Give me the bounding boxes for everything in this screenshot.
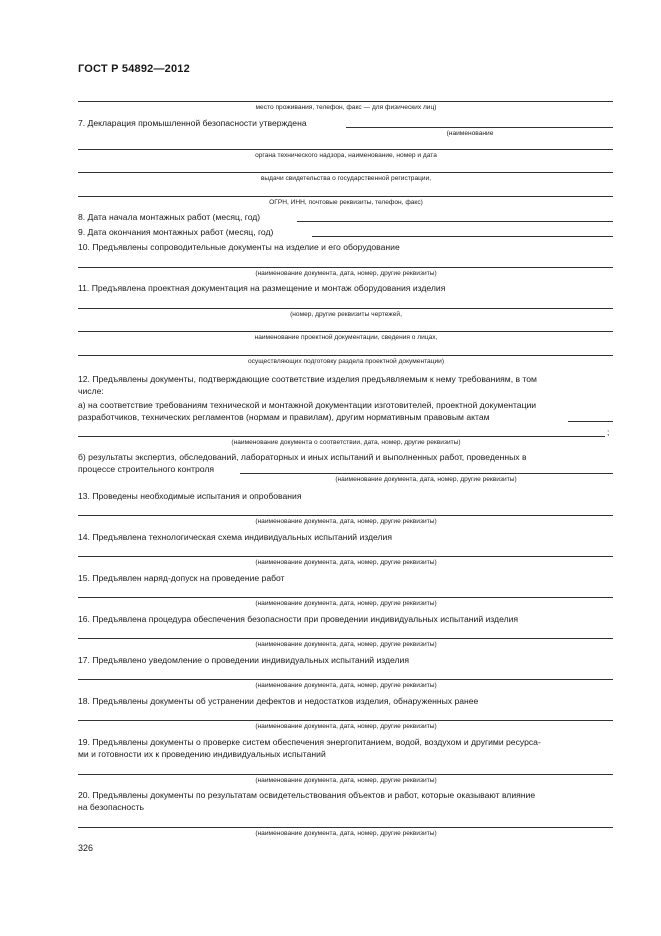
fill-line <box>78 436 605 437</box>
fill-line <box>78 774 613 775</box>
fill-line <box>240 473 613 474</box>
fill-line <box>312 236 613 237</box>
item-12-line1: 12. Предъявлены документы, подтверждающие соответствие изделия предъявляемым к нему требованиям, в том <box>78 374 537 384</box>
fill-line <box>78 331 613 332</box>
item-7: 7. Декларация промышленной безопасности утверждена <box>78 118 307 128</box>
fill-line <box>78 267 613 268</box>
fill-line <box>78 556 613 557</box>
item-12-line2: числе: <box>78 386 104 396</box>
item-17: 17. Предъявлено уведомление о проведении индивидуальных испытаний изделия <box>78 655 409 665</box>
fill-line <box>78 515 613 516</box>
fill-line <box>78 638 613 639</box>
field-caption: ОГРН, ИНН, почтовые реквизиты, телефон, факс) <box>269 199 423 206</box>
field-caption: место проживания, телефон, факс — для физических лиц) <box>255 104 437 111</box>
field-caption: (наименование документа, дата, номер, другие реквизиты) <box>335 476 517 483</box>
field-caption: осуществляющих подготовку раздела проектной документации) <box>247 358 445 365</box>
field-caption: (наименование документа, дата, номер, другие реквизиты) <box>255 723 437 730</box>
page-number: 326 <box>78 843 94 853</box>
field-caption: органа технического надзора, наименование, номер и дата <box>255 152 437 159</box>
fill-line <box>297 221 613 222</box>
document-header: ГОСТ Р 54892—2012 <box>78 63 190 75</box>
item-10: 10. Предъявлены сопроводительные документы на изделие и его оборудование <box>78 242 400 252</box>
field-caption: (наименование документа, дата, номер, другие реквизиты) <box>255 641 437 648</box>
item-8: 8. Дата начала монтажных работ (месяц, год) <box>78 212 261 222</box>
fill-line <box>78 827 613 828</box>
fill-line <box>78 679 613 680</box>
item-9: 9. Дата окончания монтажных работ (месяц, год) <box>78 227 274 237</box>
fill-line <box>78 172 613 173</box>
field-caption: (наименование документа, дата, номер, другие реквизиты) <box>255 600 437 607</box>
item-12a-line1: а) на соответствие требованиям технической и монтажной документации изготовителей, проектной документации <box>78 400 537 410</box>
field-caption: (наименование документа, дата, номер, другие реквизиты) <box>255 518 437 525</box>
item-20-line2: на безопасность <box>78 802 144 812</box>
item-19-line2: ми и готовности их к проведению индивидуальных испытаний <box>78 749 326 759</box>
fill-line <box>78 720 613 721</box>
item-19-line1: 19. Предъявлены документы о проверке систем обеспечения энергопитанием, водой, воздухом и другими ресурса- <box>78 737 541 747</box>
field-caption: (наименование документа о соответствии, дата, номер, другие реквизиты) <box>231 439 461 446</box>
item-11: 11. Предъявлена проектная документация на размещение и монтаж оборудования изделия <box>78 283 446 293</box>
item-12b-line2: процессе строительного контроля <box>78 464 214 474</box>
field-caption: выдачи свидетельства о государственной регистрации, <box>260 175 432 182</box>
semicolon: ; <box>607 427 610 437</box>
item-20-line1: 20. Предъявлены документы по результатам освидетельствования объектов и работ, которые оказывают влияние <box>78 790 536 800</box>
field-caption: (наименование документа, дата, номер, другие реквизиты) <box>255 777 437 784</box>
item-13: 13. Проведены необходимые испытания и опробования <box>78 491 302 501</box>
field-caption: (наименование документа, дата, номер, другие реквизиты) <box>255 830 437 837</box>
field-caption: наименование проектной документации, сведения о лицах, <box>254 334 438 341</box>
fill-line <box>78 355 613 356</box>
fill-line <box>78 308 613 309</box>
item-12b-line1: б) результаты экспертиз, обследований, лабораторных и иных испытаний и выполненных работ, проведенных в <box>78 452 527 462</box>
field-caption: (наименование документа, дата, номер, другие реквизиты) <box>255 270 437 277</box>
item-15: 15. Предъявлен наряд-допуск на проведение работ <box>78 573 285 583</box>
field-caption: (наименование документа, дата, номер, другие реквизиты) <box>255 682 437 689</box>
item-12a-line2: разработчиков, технических регламентов (нормам и правилам), другим нормативным правовым актам <box>78 412 490 422</box>
fill-line <box>78 196 613 197</box>
fill-line <box>568 421 613 422</box>
fill-line <box>78 149 613 150</box>
item-16: 16. Предъявлена процедура обеспечения безопасности при проведении индивидуальных испытаний изделия <box>78 614 519 624</box>
field-caption: (наименование <box>446 130 494 137</box>
item-14: 14. Предъявлена технологическая схема индивидуальных испытаний изделия <box>78 532 392 542</box>
fill-line <box>78 597 613 598</box>
field-caption: (номер, другие реквизиты чертежей, <box>290 311 402 318</box>
field-caption: (наименование документа, дата, номер, другие реквизиты) <box>255 559 437 566</box>
item-18: 18. Предъявлены документы об устранении дефектов и недостатков изделия, обнаруженных ранее <box>78 696 479 706</box>
fill-line <box>78 101 613 102</box>
fill-line <box>346 127 613 128</box>
